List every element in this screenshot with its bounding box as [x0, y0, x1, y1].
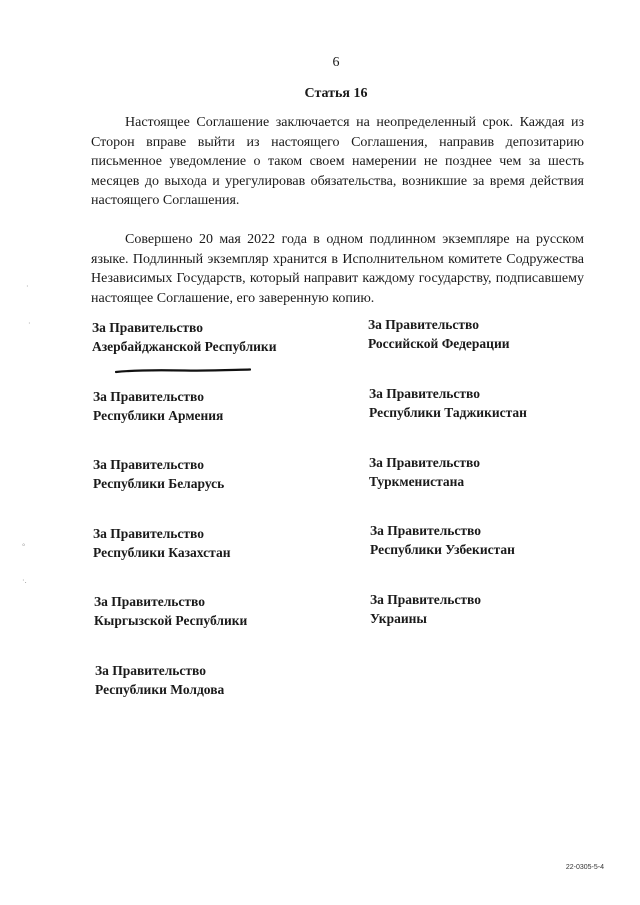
signature-block-kyrgyzstan [94, 592, 247, 630]
signature-for-label: За Правительство [94, 594, 205, 609]
paragraph-done: Совершено 20 мая 2022 года в одном подлинном экземпляре на русском языке. Подлинный экземпляр хранится в Исполнительном комитете Содружества Независимых Государств, который направит каждому государству, подписавшему настоящее Соглашение, его заверенную копию. [91, 232, 584, 306]
scan-speck: · [26, 282, 29, 291]
signature-party-name: Туркменистана [369, 474, 465, 489]
signature-party-name: Кыргызской Республики [94, 613, 248, 628]
signature-party-name: Республики Армения [93, 408, 224, 423]
signature-for-label: За Правительство [368, 317, 479, 332]
document-code: 22-0305-5-4 [565, 864, 604, 871]
scan-speck: ·. [22, 576, 27, 585]
signature-block-belarus [93, 455, 224, 493]
scan-speck: · [28, 319, 31, 328]
signature-block-armenia [93, 387, 223, 425]
signature-for-label: За Правительство [93, 389, 204, 404]
signature-for-label: За Правительство [93, 457, 204, 472]
signature-party-name: Азербайджанской Республики [92, 339, 277, 354]
signature-block-moldova [95, 661, 224, 699]
signature-block-uzbekistan [370, 521, 515, 559]
signature-for-label: За Правительство [369, 386, 480, 401]
paragraph-term: Настоящее Соглашение заключается на неопределенный срок. Каждая из Сторон вправе выйти из настоящего Соглашения, направив депозитарию письменное уведомление о таком своем намерении не позднее чем за шесть месяцев до выхода и урегулировав обязательства, возникшие за время действия настоящего Соглашения. [91, 115, 584, 208]
signature-block-tajikistan [369, 384, 527, 422]
signature-block-azerbaijan [92, 318, 277, 356]
page-number: 6 [332, 55, 340, 70]
signature-for-label: За Правительство [370, 592, 481, 607]
signature-block-kazakhstan [93, 524, 230, 562]
signature-for-label: За Правительство [93, 526, 204, 541]
handwritten-signature [115, 367, 251, 375]
signature-for-label: За Правительство [95, 663, 206, 678]
signature-party-name: Республики Молдова [95, 682, 225, 697]
signature-party-name: Украины [370, 611, 427, 626]
signature-block-russia [368, 315, 510, 353]
scan-speck: ° [22, 542, 26, 551]
signature-block-turkmenistan [369, 453, 480, 491]
signature-party-name: Республики Казахстан [93, 545, 231, 560]
signature-party-name: Российской Федерации [368, 336, 510, 351]
article-title: Статья 16 [304, 86, 368, 101]
signature-for-label: За Правительство [369, 455, 480, 470]
signature-party-name: Республики Узбекистан [370, 542, 515, 557]
signature-for-label: За Правительство [92, 320, 203, 335]
signature-for-label: За Правительство [370, 523, 481, 538]
signature-party-name: Республики Беларусь [93, 476, 225, 491]
signature-party-name: Республики Таджикистан [369, 405, 527, 420]
signature-block-ukraine [370, 590, 481, 628]
